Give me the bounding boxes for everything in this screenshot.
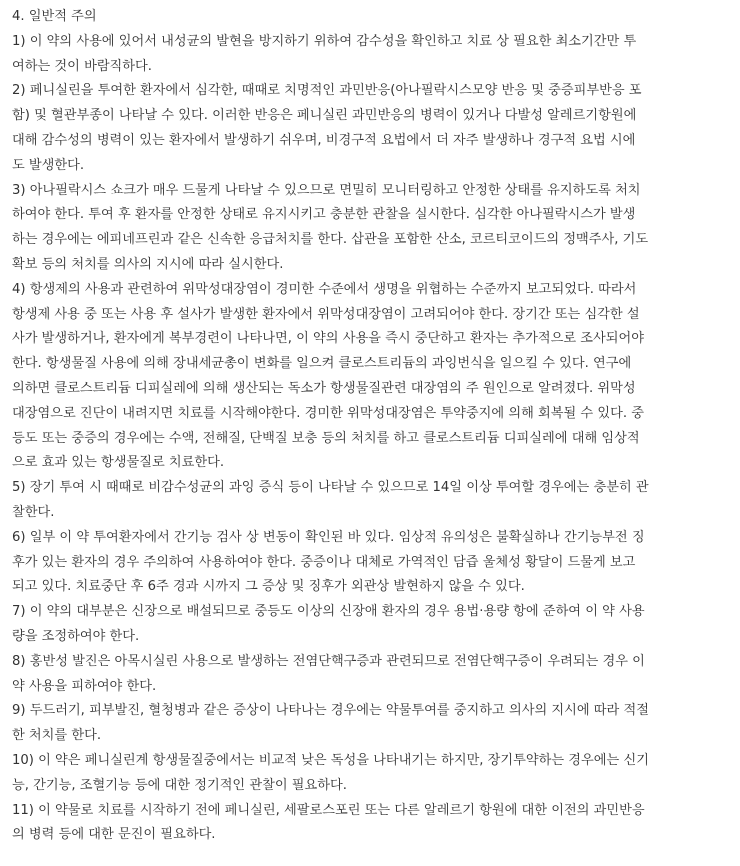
precaution-item-9 [12, 699, 730, 749]
text-line: 10) 이 약은 페니실린계 항생물질중에서는 비교적 낮은 독성을 나타내기는 하지만, 장기투약하는 경우에는 신기 [12, 752, 649, 768]
text-line: 여하는 것이 바람직하다. [12, 58, 152, 74]
text-line: 2) 페니실린을 투여한 환자에서 심각한, 때때로 치명적인 과민반응(아나필락시스모양 반응 및 중증피부반응 포 [12, 83, 642, 99]
text-line: 3) 아나필락시스 쇼크가 매우 드물게 나타날 수 있으므로 면밀히 모니터링하고 안정한 상태를 유지하도록 처치 [12, 182, 641, 198]
text-line: 찰한다. [12, 504, 55, 520]
text-line: 11) 이 약물로 치료를 시작하기 전에 페니실린, 세팔로스포린 또는 다른 알레르기 항원에 대한 이전의 과민반응 [12, 802, 645, 818]
text-line: 의 병력 등에 대한 문진이 필요하다. [12, 827, 216, 843]
precaution-item-6 [12, 526, 730, 600]
text-line: 확보 등의 처치를 의사의 지시에 따라 실시한다. [12, 256, 284, 272]
precaution-item-4 [12, 278, 730, 476]
text-line: 대장염으로 진단이 내려지면 치료를 시작해야한다. 경미한 위막성대장염은 투약중지에 의해 회복될 수 있다. 중 [12, 405, 644, 421]
text-line: 능, 간기능, 조혈기능 등에 대한 정기적인 관찰이 필요하다. [12, 777, 347, 793]
text-line: 1) 이 약의 사용에 있어서 내성균의 발현을 방지하기 위하여 감수성을 확인하고 치료 상 필요한 최소기간만 투 [12, 33, 637, 49]
text-line: 등도 또는 중증의 경우에는 수액, 전해질, 단백질 보충 등의 처치를 하고 클로스트리듐 디피실레에 대해 임상적 [12, 430, 640, 446]
text-line: 하여야 한다. 투여 후 환자를 안정한 상태로 유지시키고 충분한 관찰을 실시한다. 심각한 아나필락시스가 발생 [12, 207, 636, 223]
text-line: 으로 효과 있는 항생물질로 치료한다. [12, 455, 225, 471]
text-line: 도 발생한다. [12, 157, 85, 173]
text-line: 항생제 사용 중 또는 사용 후 설사가 발생한 환자에서 위막성대장염이 고려되어야 한다. 장기간 또는 심각한 설 [12, 306, 640, 322]
text-line: 함) 및 혈관부종이 나타날 수 있다. 이러한 반응은 페니실린 과민반응의 병력이 있거나 다발성 알레르기항원에 [12, 108, 637, 124]
precaution-item-11 [12, 799, 730, 849]
text-line: 한 처치를 한다. [12, 728, 102, 744]
text-line: 4) 항생제의 사용과 관련하여 위막성대장염이 경미한 수준에서 생명을 위협하는 수준까지 보고되었다. 따라서 [12, 281, 637, 297]
precaution-item-2 [12, 79, 730, 178]
text-line: 후가 있는 환자의 경우 주의하여 사용하여야 한다. 중증이나 대체로 가역적인 담즙 울체성 황달이 드물게 보고 [12, 554, 636, 570]
text-line: 사가 발생하거나, 환자에게 복부경련이 나타나면, 이 약의 사용을 즉시 중단하고 환자는 추가적으로 조사되어야 [12, 331, 644, 347]
text-line: 하는 경우에는 에피네프린과 같은 신속한 응급처치를 한다. 삽관을 포함한 산소, 코르티코이드의 정맥주사, 기도 [12, 232, 649, 248]
precaution-item-10 [12, 749, 730, 799]
section-heading: 4. 일반적 주의 [12, 9, 97, 24]
text-line: 되고 있다. 치료중단 후 6주 경과 시까지 그 증상 및 징후가 외관상 발현하지 않을 수 있다. [12, 579, 525, 595]
precaution-item-7 [12, 600, 730, 650]
precaution-item-3 [12, 179, 730, 278]
text-line: 8) 홍반성 발진은 아목시실린 사용으로 발생하는 전염단핵구증과 관련되므로 전염단핵구증이 우려되는 경우 이 [12, 653, 645, 669]
precaution-item-5 [12, 476, 730, 526]
text-line: 약 사용을 피하여야 한다. [12, 678, 157, 694]
precaution-item-1 [12, 30, 730, 80]
text-line: 의하면 클로스트리듐 디피실레에 의해 생산되는 독소가 항생물질관련 대장염의 주 원인으로 알려졌다. 위막성 [12, 380, 636, 396]
text-line: 7) 이 약의 대부분은 신장으로 배설되므로 중등도 이상의 신장애 환자의 경우 용법·용량 항에 준하여 이 약 사용 [12, 604, 645, 620]
text-line: 9) 두드러기, 피부발진, 혈청병과 같은 증상이 나타나는 경우에는 약물투여를 중지하고 의사의 지시에 따라 적절 [12, 703, 649, 719]
text-line: 6) 일부 이 약 투여환자에서 간기능 검사 상 변동이 확인된 바 있다. 임상적 유의성은 불확실하나 간기능부전 징 [12, 529, 645, 545]
text-line: 대해 감수성의 병력이 있는 환자에서 발생하기 쉬우며, 비경구적 요법에서 더 자주 발생하나 경구적 요법 시에 [12, 132, 636, 148]
text-line: 5) 장기 투여 시 때때로 비감수성균의 과잉 증식 등이 나타날 수 있으므로 14일 이상 투여할 경우에는 충분히 관 [12, 480, 649, 496]
precaution-item-8 [12, 650, 730, 700]
text-line: 량을 조정하여야 한다. [12, 628, 140, 644]
text-line: 한다. 항생물질 사용에 의해 장내세균총이 변화를 일으켜 클로스트리듐의 과잉번식을 일으킬 수 있다. 연구에 [12, 356, 632, 372]
